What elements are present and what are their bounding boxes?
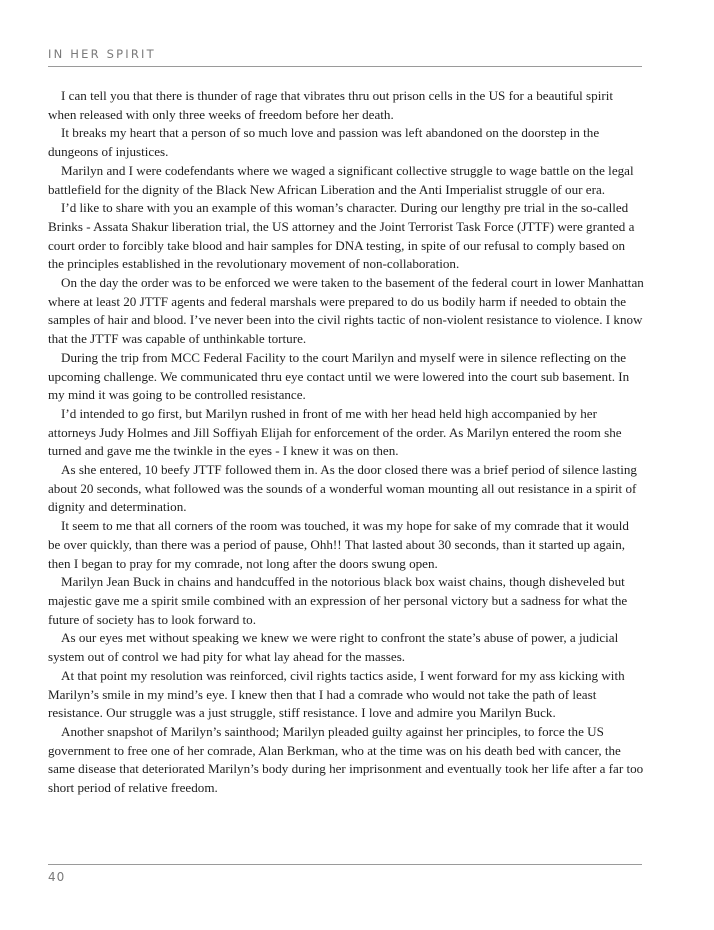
footer-divider xyxy=(48,864,642,865)
paragraph: On the day the order was to be enforced we were taken to the basement of the federal court in lower Manhattan where at least 20 JTTF agents and federal marshals were prepared to do us bodily harm if needed to obtain the samples of hair and blood. I’ve never been into the civil rights tactic of non-violent resistance to violence. I know that the JTTF was capable of unthinkable torture. xyxy=(48,275,644,347)
paragraph: It seem to me that all corners of the room was touched, it was my hope for sake of my comrade that it would be over quickly, than there was a period of pause, Ohh!! That lasted about 30 seconds, than it started up again, then I began to pray for my comrade, not long after the doors swung open. xyxy=(48,518,629,571)
paragraph: As she entered, 10 beefy JTTF followed them in. As the door closed there was a brief period of silence lasting about 20 seconds, what followed was the sounds of a wonderful woman mounting all out resistance in a spirit of dignity and determination. xyxy=(48,462,637,515)
page-number: 40 xyxy=(48,870,66,884)
paragraph: During the trip from MCC Federal Facility to the court Marilyn and myself were in silence reflecting on the upcoming challenge. We communicated thru eye contact until we were lowered into the court sub basement. In my mind it was going to be controlled resistance. xyxy=(48,349,630,403)
paragraph: At that point my resolution was reinforced, civil rights tactics aside, I went forward for my ass kicking with Marilyn’s smile in my mind’s eye. I knew then that I had a comrade who would not take the path of least resistance. Our struggle was a just struggle, stiff resistance. I love and admire you Marilyn Buck. xyxy=(48,667,625,721)
paragraph: Marilyn and I were codefendants where we waged a significant collective struggle to wage battle on the legal battlefield for the dignity of the Black New African Liberation and the Anti Imperialist struggle of our era. xyxy=(48,162,634,197)
running-header-title: IN HER SPIRIT xyxy=(48,47,156,61)
header-divider xyxy=(48,66,642,67)
body-text xyxy=(48,87,644,798)
paragraph: It breaks my heart that a person of so much love and passion was left abandoned on the doorstep in the dungeons of injustices. xyxy=(48,125,600,160)
paragraph: I’d like to share with you an example of this woman’s character. During our lengthy pre trial in the so-called Brinks - Assata Shakur liberation trial, the US attorney and the Joint Terrorist Task Force (JTTF) were granted a court order to forcibly take blood and hair samples for DNA testing, in spite of our refusal to comply based on the principles established in the revolutionary movement of non-collaboration. xyxy=(48,200,635,272)
paragraph: I’d intended to go first, but Marilyn rushed in front of me with her head held high accompanied by her attorneys Judy Holmes and Jill Soffiyah Elijah for enforcement of the order. As Marilyn entered the room she turned and gave me the twinkle in the eyes - I knew it was on then. xyxy=(48,405,622,459)
paragraph: Another snapshot of Marilyn’s sainthood; Marilyn pleaded guilty against her principles, to force the US government to free one of her comrade, Alan Berkman, who at the time was on his death bed with cancer, the same disease that deteriorated Marilyn’s body during her imprisonment and eventually took her life after a far too short period of relative freedom. xyxy=(48,723,644,796)
paragraph: Marilyn Jean Buck in chains and handcuffed in the notorious black box waist chains, though disheveled but majestic gave me a spirit smile combined with an expression of her personal victory but a sadness for what the future of society has to look forward to. xyxy=(48,574,628,627)
paragraph: I can tell you that there is thunder of rage that vibrates thru out prison cells in the US for a beautiful spirit when released with only three weeks of freedom before her death. xyxy=(48,88,613,122)
paragraph: As our eyes met without speaking we knew we were right to confront the state’s abuse of power, a judicial system out of control we had pity for what lay ahead for the masses. xyxy=(48,630,619,665)
